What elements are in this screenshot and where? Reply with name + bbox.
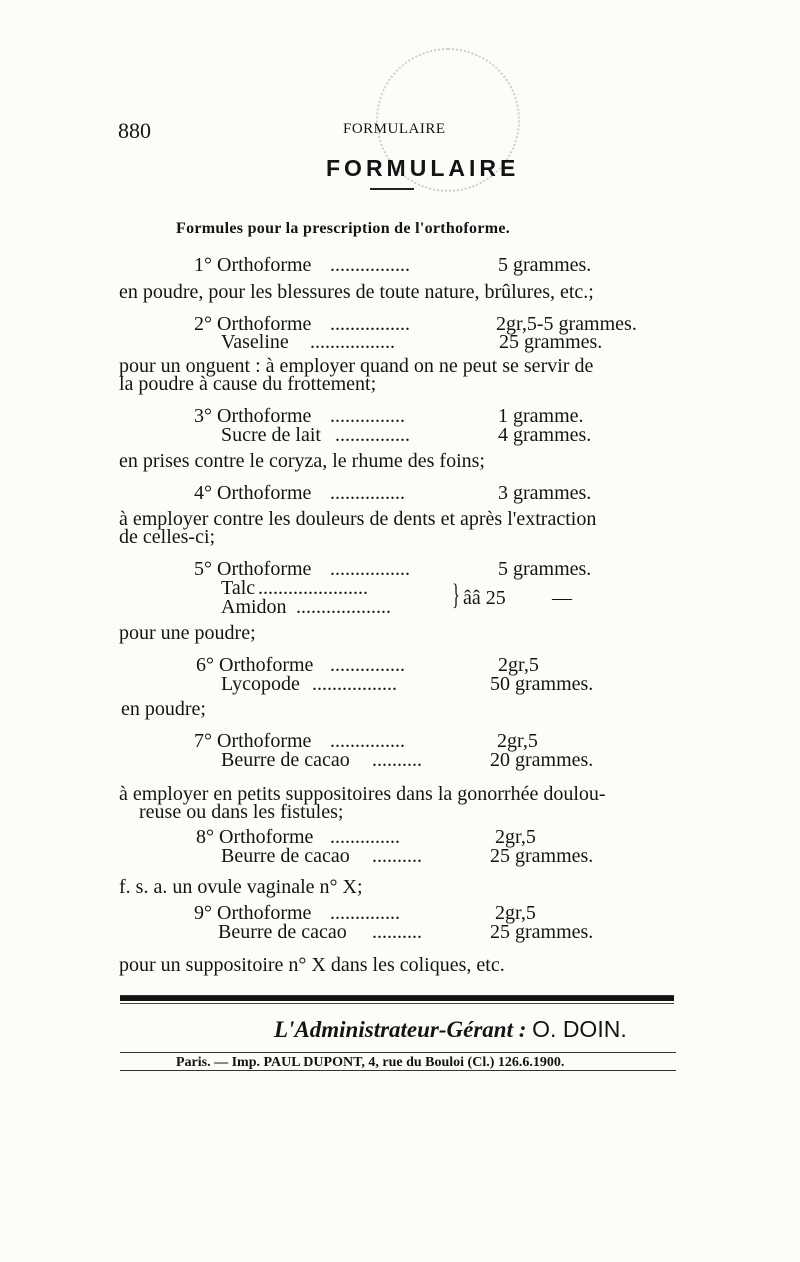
- formula-2-amount-1: 2gr,5-5 grammes.: [496, 313, 637, 335]
- formula-7-dots-2: ..........: [372, 749, 422, 771]
- formula-6-name-1: 6° Orthoforme: [196, 654, 314, 676]
- imprint-bottom-rule: [120, 1070, 676, 1071]
- formula-7-name-1: 7° Orthoforme: [194, 730, 312, 752]
- formula-7-usage-2: reuse ou dans les fistules;: [139, 801, 344, 823]
- formula-1-name: 1° Orthoforme: [194, 254, 312, 276]
- formula-8-dots-2: ..........: [372, 845, 422, 867]
- signature-role: L'Administrateur-Gérant :: [274, 1017, 527, 1042]
- formula-5-dots-1: ................: [330, 558, 410, 580]
- subtitle: Formules pour la prescription de l'orthoforme.: [176, 220, 511, 237]
- formula-9-name-1: 9° Orthoforme: [194, 902, 312, 924]
- formula-2-dots-1: ................: [330, 313, 410, 335]
- signature-name: O. DOIN.: [532, 1016, 627, 1042]
- formula-8-amount-2: 25 grammes.: [490, 845, 594, 867]
- formula-5-dots-3: ...................: [296, 596, 391, 618]
- formula-2-usage-1: pour un onguent : à employer quand on ne peut se servir de: [119, 355, 594, 377]
- title-rule: [370, 188, 414, 190]
- formula-3-usage: en prises contre le coryza, le rhume des foins;: [119, 450, 485, 472]
- formula-5-amount-1: 5 grammes.: [498, 558, 592, 580]
- formula-9-dots-1: ..............: [330, 902, 400, 924]
- page-number: 880: [118, 118, 151, 143]
- formula-5-name-3: Amidon: [221, 596, 287, 618]
- formula-4-name: 4° Orthoforme: [194, 482, 312, 504]
- formula-2-name-2: Vaseline: [221, 331, 289, 353]
- formula-3-dots-2: ...............: [335, 424, 410, 446]
- formula-7-amount-1: 2gr,5: [497, 730, 538, 752]
- formula-5-brace-dash: —: [552, 587, 572, 609]
- formula-6-usage: en poudre;: [121, 698, 206, 720]
- page-title: FORMULAIRE: [326, 155, 520, 181]
- footer-thin-rule: [120, 1003, 674, 1004]
- formula-3-name-1: 3° Orthoforme: [194, 405, 312, 427]
- formula-2-name-1: 2° Orthoforme: [194, 313, 312, 335]
- formula-6-name-2: Lycopode: [221, 673, 300, 695]
- formula-7-amount-2: 20 grammes.: [490, 749, 594, 771]
- formula-9-name-2: Beurre de cacao: [218, 921, 347, 943]
- formula-9-usage: pour un suppositoire n° X dans les coliques, etc.: [119, 954, 505, 976]
- formula-5-name-1: 5° Orthoforme: [194, 558, 312, 580]
- formula-8-name-2: Beurre de cacao: [221, 845, 350, 867]
- formula-8-dots-1: ..............: [330, 826, 400, 848]
- formula-2-usage-2: la poudre à cause du frottement;: [119, 373, 377, 395]
- formula-5-name-2: Talc: [221, 577, 256, 599]
- formula-9-amount-1: 2gr,5: [495, 902, 536, 924]
- formula-8-name-1: 8° Orthoforme: [196, 826, 314, 848]
- imprint: Paris. — Imp. PAUL DUPONT, 4, rue du Bouloi (Cl.) 126.6.1900.: [176, 1055, 565, 1070]
- formula-4-usage-1: à employer contre les douleurs de dents et après l'extraction: [119, 508, 597, 530]
- formula-3-dots-1: ...............: [330, 405, 405, 427]
- footer-thick-rule: [120, 995, 674, 1001]
- formula-5-brace-amount: ââ 25: [463, 587, 506, 609]
- formula-2-dots-2: .................: [310, 331, 395, 353]
- formula-1-usage: en poudre, pour les blessures de toute nature, brûlures, etc.;: [119, 281, 594, 303]
- running-title: FORMULAIRE: [343, 121, 446, 137]
- formula-1-amount: 5 grammes.: [498, 254, 592, 276]
- brace-icon: }: [452, 578, 460, 611]
- formula-1-dots: ................: [330, 254, 410, 276]
- formula-8-amount-1: 2gr,5: [495, 826, 536, 848]
- formula-4-usage-2: de celles-ci;: [119, 526, 216, 548]
- formula-6-amount-2: 50 grammes.: [490, 673, 594, 695]
- formula-3-amount-1: 1 gramme.: [498, 405, 584, 427]
- signature-line: [274, 1016, 627, 1043]
- formula-8-usage: f. s. a. un ovule vaginale n° X;: [119, 876, 363, 898]
- formula-6-dots-2: .................: [312, 673, 397, 695]
- formula-3-name-2: Sucre de lait: [221, 424, 321, 446]
- formula-5-dots-2: ......................: [258, 577, 368, 599]
- imprint-top-rule: [120, 1052, 676, 1053]
- formula-4-amount: 3 grammes.: [498, 482, 592, 504]
- formula-9-dots-2: ..........: [372, 921, 422, 943]
- formula-3-amount-2: 4 grammes.: [498, 424, 592, 446]
- formula-7-usage-1: à employer en petits suppositoires dans la gonorrhée doulou-: [119, 783, 606, 805]
- formula-7-dots-1: ...............: [330, 730, 405, 752]
- formula-6-dots-1: ...............: [330, 654, 405, 676]
- formula-9-amount-2: 25 grammes.: [490, 921, 594, 943]
- formula-4-dots: ...............: [330, 482, 405, 504]
- formula-5-usage: pour une poudre;: [119, 622, 256, 644]
- formula-6-amount-1: 2gr,5: [498, 654, 539, 676]
- formula-2-amount-2: 25 grammes.: [499, 331, 603, 353]
- formula-7-name-2: Beurre de cacao: [221, 749, 350, 771]
